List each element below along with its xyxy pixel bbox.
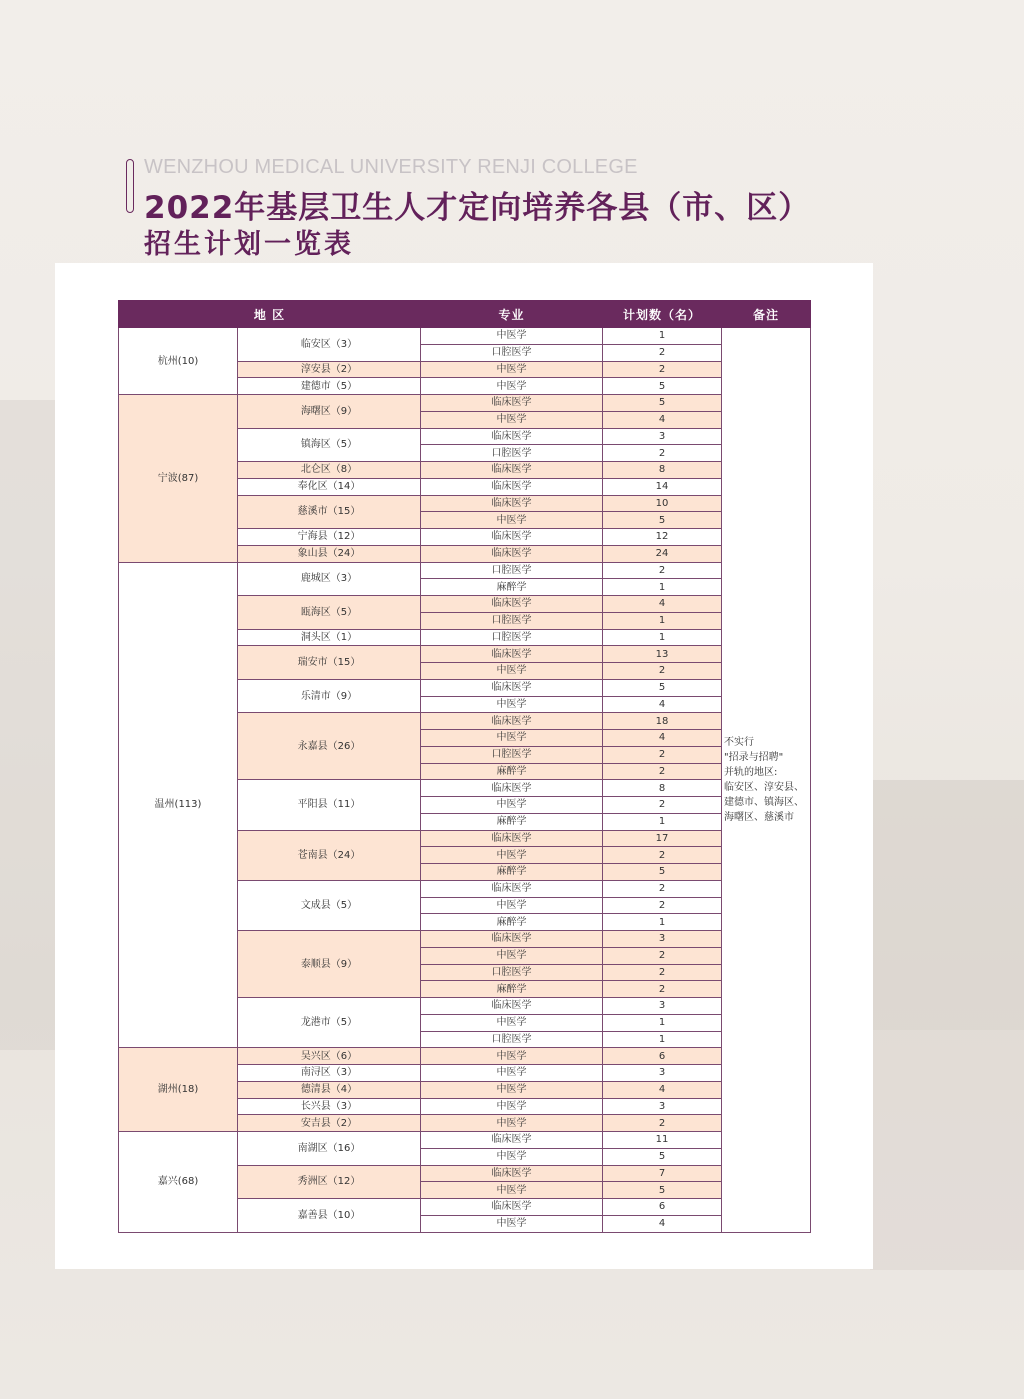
page-subtitle: 招生计划一览表 [144,229,354,260]
count-cell: 2 [603,344,722,361]
count-cell: 3 [603,1065,722,1082]
major-cell: 中医学 [421,1115,603,1132]
major-cell: 口腔医学 [421,562,603,579]
count-cell: 4 [603,411,722,428]
county-cell: 文成县（5） [238,880,421,930]
count-cell: 2 [603,880,722,897]
count-cell: 3 [603,1098,722,1115]
count-cell: 1 [603,612,722,629]
major-cell: 中医学 [421,1014,603,1031]
count-cell: 13 [603,646,722,663]
major-cell: 中医学 [421,411,603,428]
county-cell: 长兴县（3） [238,1098,421,1115]
count-cell: 5 [603,512,722,529]
count-cell: 2 [603,361,722,378]
count-cell: 5 [603,378,722,395]
count-cell: 4 [603,1081,722,1098]
major-cell: 麻醉学 [421,981,603,998]
major-cell: 中医学 [421,1182,603,1199]
count-cell: 4 [603,1215,722,1232]
city-cell: 宁波(87) [119,395,238,563]
county-cell: 平阳县（11） [238,780,421,830]
major-cell: 临床医学 [421,428,603,445]
count-cell: 1 [603,1031,722,1048]
count-cell: 2 [603,981,722,998]
county-cell: 安吉县（2） [238,1115,421,1132]
county-cell: 海曙区（9） [238,395,421,429]
major-cell: 临床医学 [421,713,603,730]
major-cell: 临床医学 [421,880,603,897]
county-cell: 临安区（3） [238,328,421,362]
county-cell: 吴兴区（6） [238,1048,421,1065]
major-cell: 中医学 [421,328,603,345]
major-cell: 口腔医学 [421,629,603,646]
county-cell: 瑞安市（15） [238,646,421,680]
major-cell: 中医学 [421,1098,603,1115]
count-cell: 8 [603,780,722,797]
major-cell: 临床医学 [421,462,603,479]
count-cell: 6 [603,1048,722,1065]
major-cell: 临床医学 [421,478,603,495]
major-cell: 中医学 [421,797,603,814]
major-cell: 中医学 [421,696,603,713]
major-cell: 口腔医学 [421,445,603,462]
major-cell: 临床医学 [421,679,603,696]
table-row [119,328,811,345]
header-region: 地 区 [119,301,421,328]
count-cell: 4 [603,730,722,747]
count-cell: 10 [603,495,722,512]
major-cell: 中医学 [421,361,603,378]
major-cell: 临床医学 [421,830,603,847]
count-cell: 12 [603,529,722,546]
table-row [119,395,811,412]
table-header-row [119,301,811,328]
major-cell: 口腔医学 [421,1031,603,1048]
county-cell: 建德市（5） [238,378,421,395]
count-cell: 1 [603,629,722,646]
count-cell: 11 [603,1132,722,1149]
major-cell: 中医学 [421,847,603,864]
count-cell: 6 [603,1199,722,1216]
city-cell: 杭州(10) [119,328,238,395]
major-cell: 临床医学 [421,529,603,546]
county-cell: 宁海县（12） [238,529,421,546]
major-cell: 中医学 [421,947,603,964]
major-cell: 口腔医学 [421,964,603,981]
table-row [119,562,811,579]
count-cell: 1 [603,328,722,345]
count-cell: 2 [603,897,722,914]
major-cell: 口腔医学 [421,746,603,763]
header-accent-bar [126,159,134,213]
note-cell [722,328,811,1233]
major-cell: 麻醉学 [421,579,603,596]
enrollment-plan-table [118,300,811,1233]
count-cell: 24 [603,545,722,562]
county-cell: 北仑区（8） [238,462,421,479]
major-cell: 中医学 [421,512,603,529]
note-line: 建德市、镇海区、 [724,796,804,808]
county-cell: 淳安县（2） [238,361,421,378]
count-cell: 5 [603,864,722,881]
count-cell: 3 [603,428,722,445]
county-cell: 鹿城区（3） [238,562,421,596]
major-cell: 临床医学 [421,495,603,512]
count-cell: 5 [603,395,722,412]
county-cell: 瓯海区（5） [238,596,421,630]
major-cell: 临床医学 [421,596,603,613]
major-cell: 临床医学 [421,1199,603,1216]
note-line: 海曙区、慈溪市 [724,811,794,823]
major-cell: 中医学 [421,378,603,395]
major-cell: 临床医学 [421,545,603,562]
county-cell: 象山县（24） [238,545,421,562]
major-cell: 麻醉学 [421,763,603,780]
county-cell: 洞头区（1） [238,629,421,646]
note-line: 临安区、淳安县、 [724,781,804,793]
major-cell: 临床医学 [421,646,603,663]
county-cell: 奉化区（14） [238,478,421,495]
county-cell: 乐清市（9） [238,679,421,713]
count-cell: 3 [603,931,722,948]
county-cell: 嘉善县（10） [238,1199,421,1233]
major-cell: 中医学 [421,730,603,747]
count-cell: 3 [603,998,722,1015]
count-cell: 5 [603,679,722,696]
table-row [119,1048,811,1065]
count-cell: 2 [603,445,722,462]
county-cell: 龙港市（5） [238,998,421,1048]
note-line: 不实行 [724,736,754,748]
county-cell: 镇海区（5） [238,428,421,462]
city-cell: 湖州(18) [119,1048,238,1132]
major-cell: 临床医学 [421,780,603,797]
count-cell: 1 [603,579,722,596]
count-cell: 2 [603,763,722,780]
college-english-name: WENZHOU MEDICAL UNIVERSITY RENJI COLLEGE [144,156,638,178]
count-cell: 14 [603,478,722,495]
header-count: 计划数（名） [603,301,722,328]
county-cell: 南湖区（16） [238,1132,421,1166]
major-cell: 中医学 [421,663,603,680]
county-cell: 南浔区（3） [238,1065,421,1082]
county-cell: 泰顺县（9） [238,931,421,998]
count-cell: 7 [603,1165,722,1182]
major-cell: 中医学 [421,1065,603,1082]
count-cell: 1 [603,914,722,931]
major-cell: 临床医学 [421,931,603,948]
count-cell: 4 [603,596,722,613]
count-cell: 17 [603,830,722,847]
count-cell: 2 [603,562,722,579]
city-cell: 温州(113) [119,562,238,1048]
major-cell: 口腔医学 [421,344,603,361]
major-cell: 临床医学 [421,998,603,1015]
background-building-right-lower [870,1030,1024,1270]
count-cell: 2 [603,964,722,981]
county-cell: 慈溪市（15） [238,495,421,529]
major-cell: 中医学 [421,897,603,914]
county-cell: 永嘉县（26） [238,713,421,780]
count-cell: 1 [603,1014,722,1031]
city-cell: 嘉兴(68) [119,1132,238,1233]
count-cell: 8 [603,462,722,479]
major-cell: 中医学 [421,1148,603,1165]
count-cell: 5 [603,1182,722,1199]
count-cell: 5 [603,1148,722,1165]
background-building-right [870,780,1024,1030]
county-cell: 秀洲区（12） [238,1165,421,1199]
major-cell: 中医学 [421,1048,603,1065]
count-cell: 2 [603,797,722,814]
major-cell: 临床医学 [421,395,603,412]
count-cell: 2 [603,663,722,680]
background-building-left [0,400,60,1050]
count-cell: 2 [603,1115,722,1132]
county-cell: 苍南县（24） [238,830,421,880]
major-cell: 中医学 [421,1081,603,1098]
major-cell: 口腔医学 [421,612,603,629]
page-title: 2022年基层卫生人才定向培养各县（市、区） [144,190,811,226]
count-cell: 2 [603,746,722,763]
major-cell: 麻醉学 [421,813,603,830]
count-cell: 4 [603,696,722,713]
major-cell: 麻醉学 [421,864,603,881]
major-cell: 麻醉学 [421,914,603,931]
count-cell: 2 [603,947,722,964]
table-body [119,328,811,1233]
major-cell: 临床医学 [421,1165,603,1182]
header-major: 专业 [421,301,603,328]
count-cell: 18 [603,713,722,730]
county-cell: 德清县（4） [238,1081,421,1098]
count-cell: 2 [603,847,722,864]
note-line: "招录与招聘" [724,751,784,763]
major-cell: 临床医学 [421,1132,603,1149]
header-note: 备注 [722,301,811,328]
note-line: 并轨的地区: [724,766,778,778]
count-cell: 1 [603,813,722,830]
major-cell: 中医学 [421,1215,603,1232]
table-row [119,1132,811,1149]
